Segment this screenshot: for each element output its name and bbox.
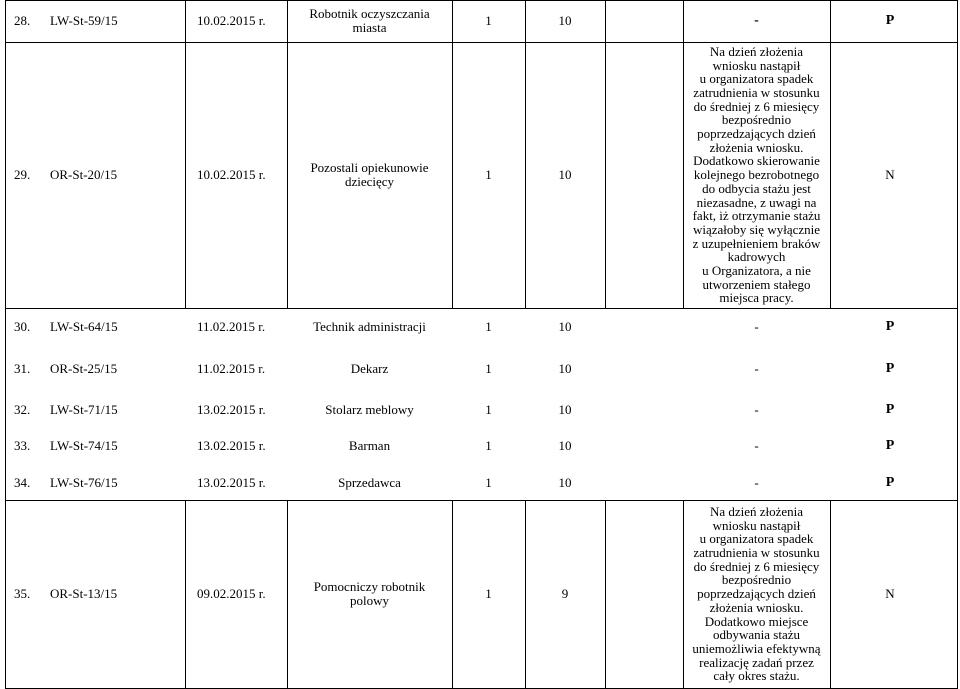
count-text: 1 <box>485 402 492 418</box>
date-cell <box>197 468 285 498</box>
weeks-cell <box>525 42 605 308</box>
table-row <box>0 431 960 461</box>
decision-cell <box>830 395 950 425</box>
code-text: OR-St-20/15 <box>50 167 118 183</box>
reason-text-line: złożenia wniosku. <box>709 599 804 615</box>
row-number-cell <box>14 395 50 425</box>
decision-text: N <box>885 586 895 602</box>
weeks-text: 10 <box>558 475 572 491</box>
reason-text-line: - <box>754 475 759 491</box>
reason-text-line: do średniej z 6 miesięcy <box>693 98 820 114</box>
code-text: LW-St-59/15 <box>50 13 118 29</box>
reason-text-line: bezpośrednio <box>721 112 792 128</box>
code-text: LW-St-76/15 <box>50 475 118 491</box>
weeks-cell <box>525 354 605 384</box>
count-cell <box>452 42 525 308</box>
count-text: 1 <box>485 319 492 335</box>
reason-text-line: z uzupełnieniem braków <box>692 235 821 251</box>
weeks-cell <box>525 468 605 498</box>
decision-cell <box>830 500 950 688</box>
reason-cell <box>683 354 830 384</box>
reason-text-line: realizację zadań przez <box>699 654 814 670</box>
code-text: OR-St-13/15 <box>50 586 118 602</box>
position-text-line: miasta <box>352 20 387 35</box>
no-text: 31. <box>14 361 31 377</box>
position-cell <box>287 0 452 42</box>
reference-code-cell <box>50 42 183 308</box>
position-lines <box>351 362 389 376</box>
decision-cell <box>830 431 950 461</box>
reason-text-line: Dodatkowo skierowanie <box>693 153 820 169</box>
count-cell <box>452 431 525 461</box>
date-text: 11.02.2015 r. <box>197 319 266 335</box>
no-text: 29. <box>14 167 31 183</box>
position-text-line: Barman <box>348 438 391 454</box>
reason-lines <box>754 362 758 376</box>
no-text: 32. <box>14 402 31 418</box>
position-text-line: Sprzedawca <box>338 475 401 491</box>
code-text: LW-St-71/15 <box>50 402 118 418</box>
position-cell <box>287 395 452 425</box>
weeks-text: 10 <box>558 438 572 454</box>
weeks-text: 10 <box>558 402 572 418</box>
reason-text-line: poprzedzających dzień <box>697 586 816 602</box>
reference-code-cell <box>50 395 183 425</box>
table-row <box>0 500 960 688</box>
count-cell <box>452 395 525 425</box>
weeks-cell <box>525 0 605 42</box>
count-text: 1 <box>485 586 492 602</box>
date-cell <box>197 0 285 42</box>
position-cell <box>287 42 452 308</box>
reference-code-cell <box>50 431 183 461</box>
table-row <box>0 354 960 384</box>
position-text-line: Pomocniczy robotnik <box>313 579 426 595</box>
reason-lines <box>692 505 820 683</box>
decision-text: P <box>885 319 895 335</box>
no-text: 34. <box>14 475 31 491</box>
reason-text-line: uniemożliwia efektywną <box>692 640 821 656</box>
reason-cell <box>683 42 830 308</box>
reason-text-line: kadrowych <box>727 249 786 265</box>
row-number-cell <box>14 431 50 461</box>
position-lines <box>314 580 426 607</box>
reason-text-line: - <box>754 402 759 418</box>
reason-text-line: Na dzień złożenia <box>709 43 804 59</box>
reason-text-line: złożenia wniosku. <box>709 139 804 155</box>
reference-code-cell <box>50 468 183 498</box>
reason-text-line: do odbycia stażu jest <box>702 180 811 196</box>
decision-text: P <box>885 438 895 454</box>
date-cell <box>197 354 285 384</box>
reason-lines <box>754 403 758 417</box>
date-text: 13.02.2015 r. <box>197 402 266 418</box>
row-number-cell <box>14 42 50 308</box>
position-text-line: Stolarz meblowy <box>325 402 414 418</box>
position-cell <box>287 312 452 342</box>
position-text-line: Pozostali opiekunowie <box>310 160 429 176</box>
position-lines <box>325 403 413 417</box>
reason-lines <box>693 45 821 305</box>
count-cell <box>452 468 525 498</box>
reason-text-line: do średniej z 6 miesięcy <box>693 558 820 574</box>
code-text: LW-St-64/15 <box>50 319 118 335</box>
date-text: 10.02.2015 r. <box>197 13 266 29</box>
reason-text-line: u Organizatora, a nie <box>702 263 811 279</box>
count-text: 1 <box>485 167 492 183</box>
date-text: 13.02.2015 r. <box>197 475 266 491</box>
position-text-line: polowy <box>349 593 389 608</box>
decision-cell <box>830 0 950 42</box>
row-number-cell <box>14 354 50 384</box>
position-lines <box>310 161 428 188</box>
code-text: LW-St-74/15 <box>50 438 118 454</box>
reason-cell <box>683 312 830 342</box>
reference-code-cell <box>50 312 183 342</box>
position-cell <box>287 431 452 461</box>
reason-text-line: u organizatora spadek <box>699 71 814 87</box>
position-cell <box>287 500 452 688</box>
count-cell <box>452 0 525 42</box>
count-cell <box>452 500 525 688</box>
reason-text-line: cały okres stażu. <box>713 668 800 684</box>
reason-text-line: Na dzień złożenia <box>709 503 804 519</box>
date-cell <box>197 395 285 425</box>
weeks-cell <box>525 500 605 688</box>
date-text: 13.02.2015 r. <box>197 438 266 454</box>
reason-lines <box>754 476 758 490</box>
decision-text: P <box>885 402 895 418</box>
reason-cell <box>683 468 830 498</box>
code-text: OR-St-25/15 <box>50 361 118 377</box>
reason-cell <box>683 395 830 425</box>
position-cell <box>287 354 452 384</box>
position-lines <box>313 320 426 334</box>
row-divider <box>5 308 958 309</box>
reason-text-line: miejsca pracy. <box>719 290 794 306</box>
reason-text-line: Dodatkowo miejsce <box>704 613 809 629</box>
reason-lines <box>754 320 758 334</box>
decision-cell <box>830 468 950 498</box>
decision-text: P <box>885 361 895 377</box>
weeks-text: 9 <box>561 586 569 602</box>
row-number-cell <box>14 0 50 42</box>
position-lines <box>338 476 401 490</box>
position-text-line: Technik administracji <box>313 319 426 335</box>
count-cell <box>452 354 525 384</box>
table-row <box>0 42 960 308</box>
reason-text-line: - <box>754 13 759 29</box>
reason-cell <box>683 0 830 42</box>
reference-code-cell <box>50 354 183 384</box>
reason-text-line: niezasadne, z uwagi na <box>696 194 817 210</box>
position-text-line: dziecięcy <box>344 174 395 189</box>
weeks-cell <box>525 395 605 425</box>
row-number-cell <box>14 312 50 342</box>
row-number-cell <box>14 468 50 498</box>
count-text: 1 <box>485 475 492 491</box>
reason-text-line: wiązałoby się wyłącznie <box>692 221 821 237</box>
table-row <box>0 0 960 42</box>
count-text: 1 <box>485 361 492 377</box>
reason-text-line: utworzeniem stałego <box>702 276 811 292</box>
reason-text-line: zatrudnienia w stosunku <box>693 84 820 100</box>
weeks-text: 10 <box>558 361 572 377</box>
decision-text: P <box>885 13 895 29</box>
date-cell <box>197 312 285 342</box>
table-row <box>0 312 960 342</box>
reason-text-line: - <box>754 319 759 335</box>
table-row <box>0 468 960 498</box>
no-text: 33. <box>14 438 31 454</box>
no-text: 30. <box>14 319 31 335</box>
date-cell <box>197 500 285 688</box>
weeks-cell <box>525 312 605 342</box>
reason-text-line: - <box>754 361 759 377</box>
reason-lines <box>754 439 758 453</box>
decision-cell <box>830 354 950 384</box>
position-text-line: Robotnik oczyszczania <box>309 6 430 22</box>
reason-text-line: zatrudnienia w stosunku <box>693 545 820 561</box>
table-row <box>0 395 960 425</box>
position-text-line: Dekarz <box>350 361 389 377</box>
reason-cell <box>683 431 830 461</box>
date-cell <box>197 42 285 308</box>
reason-text-line: poprzedzających dzień <box>697 126 816 142</box>
decision-cell <box>830 312 950 342</box>
no-text: 35. <box>14 586 31 602</box>
weeks-text: 10 <box>558 167 572 183</box>
decision-text: N <box>885 167 895 183</box>
reference-code-cell <box>50 500 183 688</box>
reason-text-line: kolejnego bezrobotnego <box>693 167 820 183</box>
position-cell <box>287 468 452 498</box>
date-text: 11.02.2015 r. <box>197 361 266 377</box>
weeks-cell <box>525 431 605 461</box>
reason-cell <box>683 500 830 688</box>
date-text: 10.02.2015 r. <box>197 167 266 183</box>
weeks-text: 10 <box>558 13 572 29</box>
position-lines <box>349 439 390 453</box>
position-lines <box>309 7 429 34</box>
reason-text-line: u organizatora spadek <box>699 531 814 547</box>
count-text: 1 <box>485 438 492 454</box>
reason-text-line: wniosku nastąpił <box>712 517 801 533</box>
date-text: 09.02.2015 r. <box>197 586 266 602</box>
no-text: 28. <box>14 13 31 29</box>
row-number-cell <box>14 500 50 688</box>
decision-cell <box>830 42 950 308</box>
count-text: 1 <box>485 13 492 29</box>
reason-lines <box>754 14 759 28</box>
reason-text-line: fakt, iż otrzymanie stażu <box>692 208 821 224</box>
reference-code-cell <box>50 0 183 42</box>
reason-text-line: - <box>754 438 759 454</box>
weeks-text: 10 <box>558 319 572 335</box>
decision-text: P <box>885 475 895 491</box>
reason-text-line: wniosku nastąpił <box>712 57 801 73</box>
reason-text-line: odbywania stażu <box>712 627 800 643</box>
reason-text-line: bezpośrednio <box>721 572 792 588</box>
date-cell <box>197 431 285 461</box>
count-cell <box>452 312 525 342</box>
